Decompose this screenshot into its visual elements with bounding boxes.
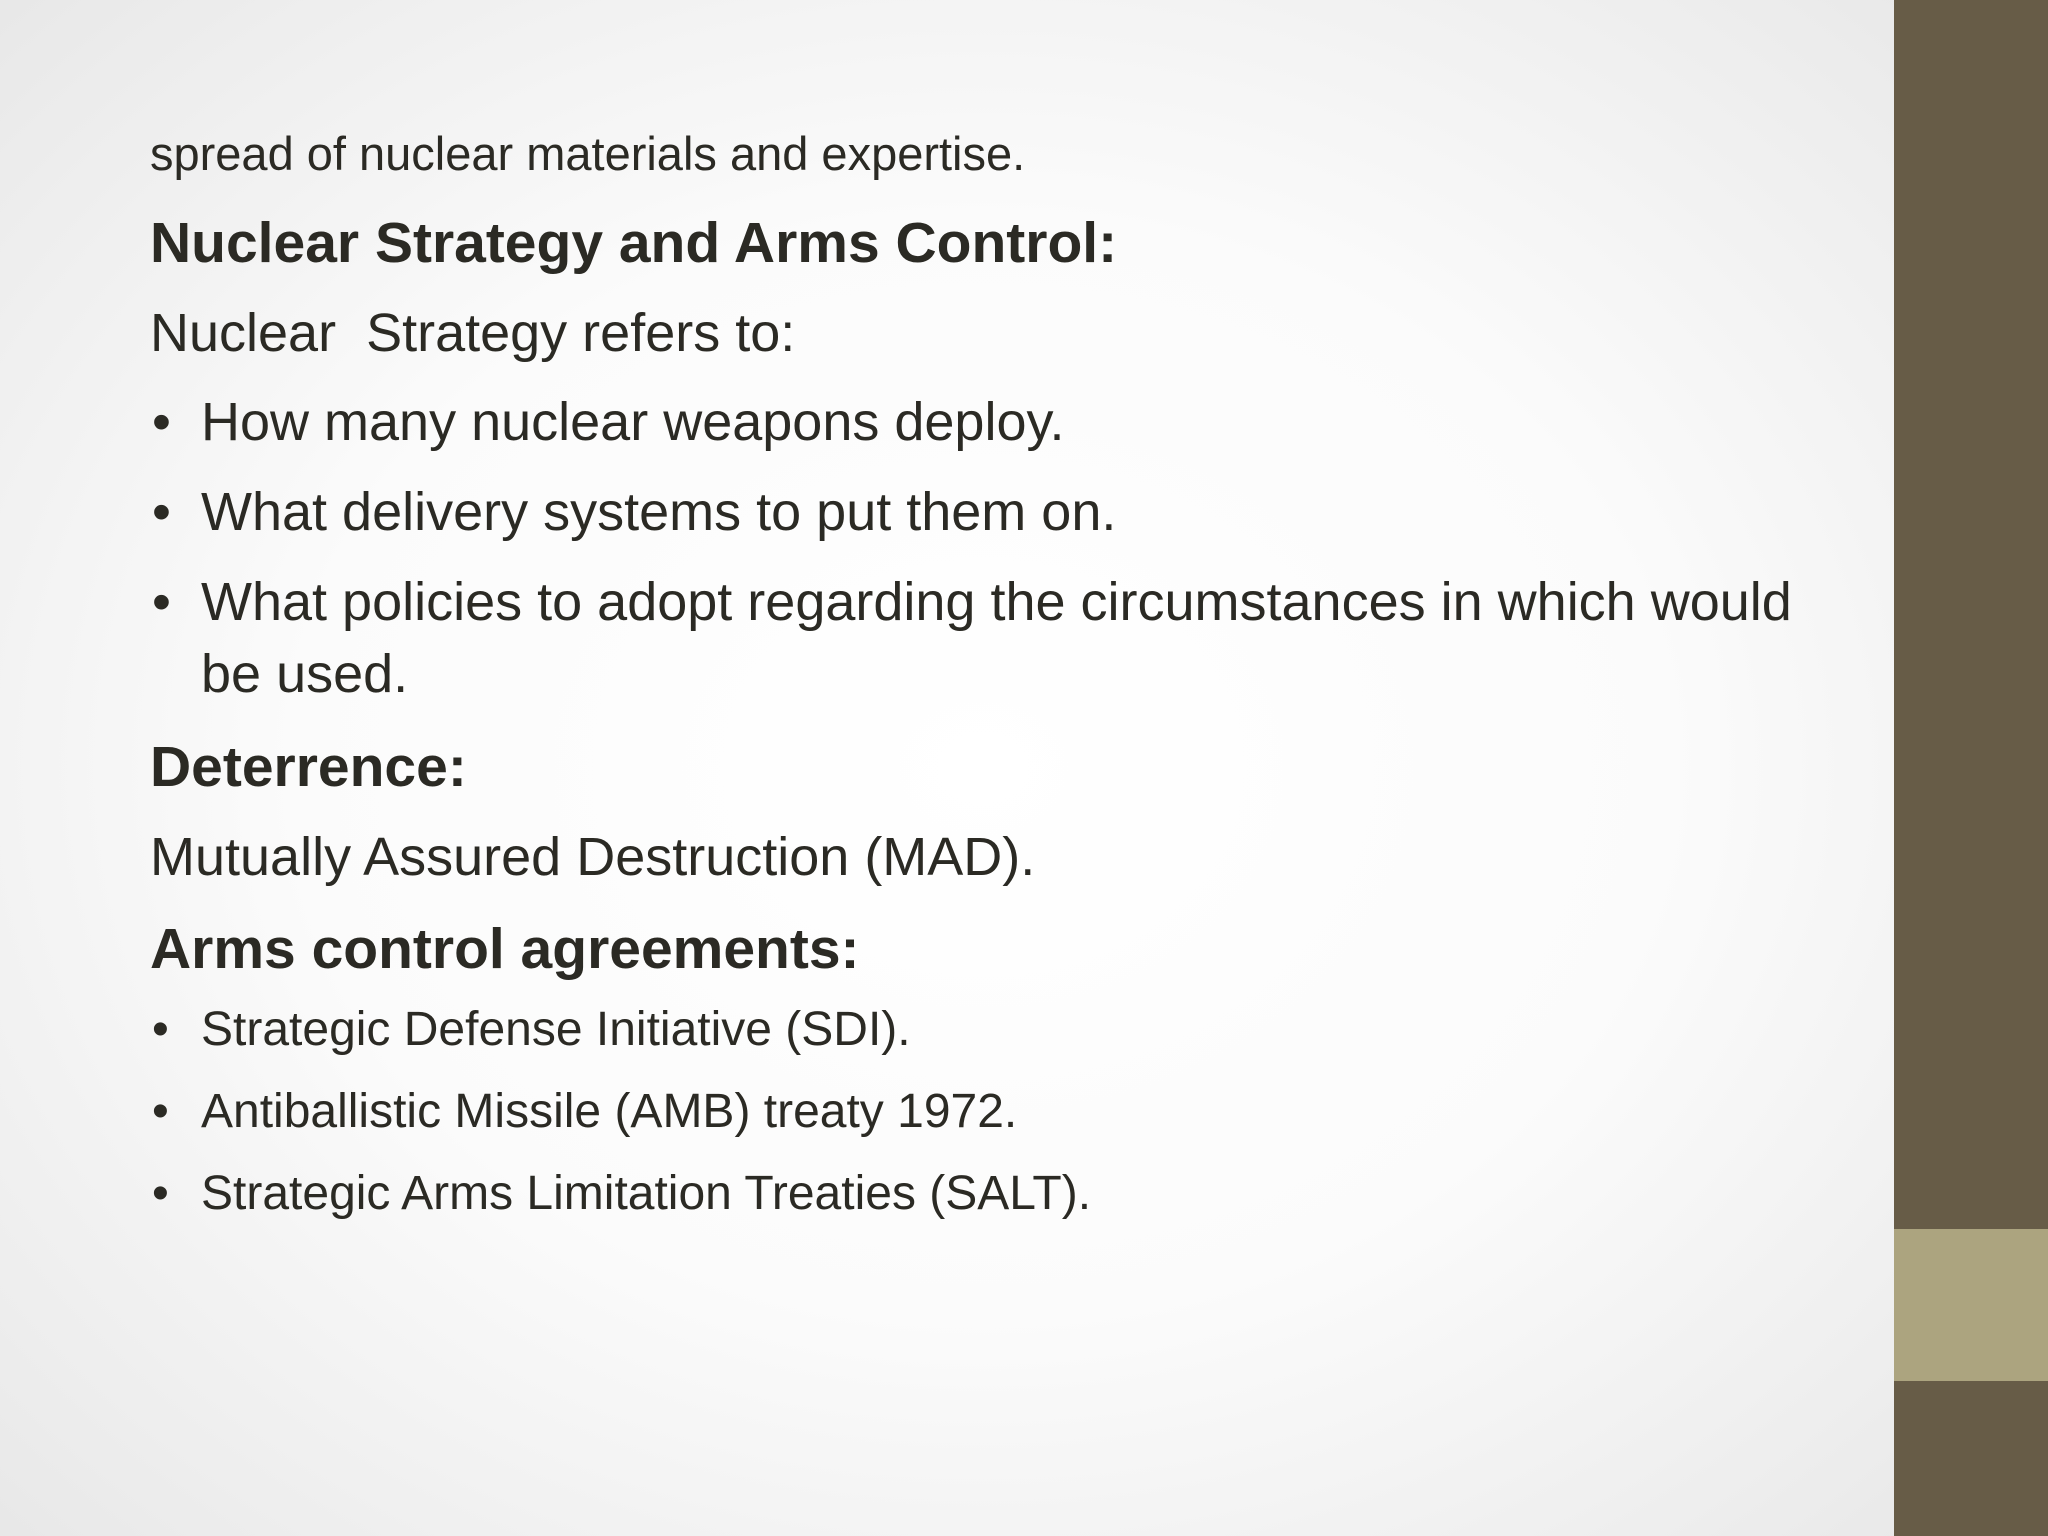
strategy-bullet-list [150, 386, 1850, 710]
heading-deterrence: Deterrence: [150, 735, 467, 799]
deterrence-text: Mutually Assured Destruction (MAD). [150, 827, 1036, 887]
list-item: • What policies to adopt regarding the circumstances in which would be used. [150, 566, 1850, 710]
list-item: • How many nuclear weapons deploy. [150, 386, 1850, 458]
slide-content [150, 122, 1850, 1226]
list-item: • What delivery systems to put them on. [150, 476, 1850, 548]
list-item: • Antiballistic Missile (AMB) treaty 1972. [150, 1080, 1850, 1144]
sidebar-accent-block [1894, 1229, 2048, 1381]
heading-arms-control: Arms control agreements: [150, 917, 860, 981]
heading-nuclear-strategy: Nuclear Strategy and Arms Control: [150, 211, 1118, 275]
strategy-lead-text: Nuclear Strategy refers to: [150, 303, 796, 363]
arms-control-bullet-list [150, 998, 1850, 1226]
list-item: • Strategic Arms Limitation Treaties (SALT). [150, 1162, 1850, 1226]
intro-text: spread of nuclear materials and expertise. [150, 127, 1026, 180]
list-item: • Strategic Defense Initiative (SDI). [150, 998, 1850, 1062]
